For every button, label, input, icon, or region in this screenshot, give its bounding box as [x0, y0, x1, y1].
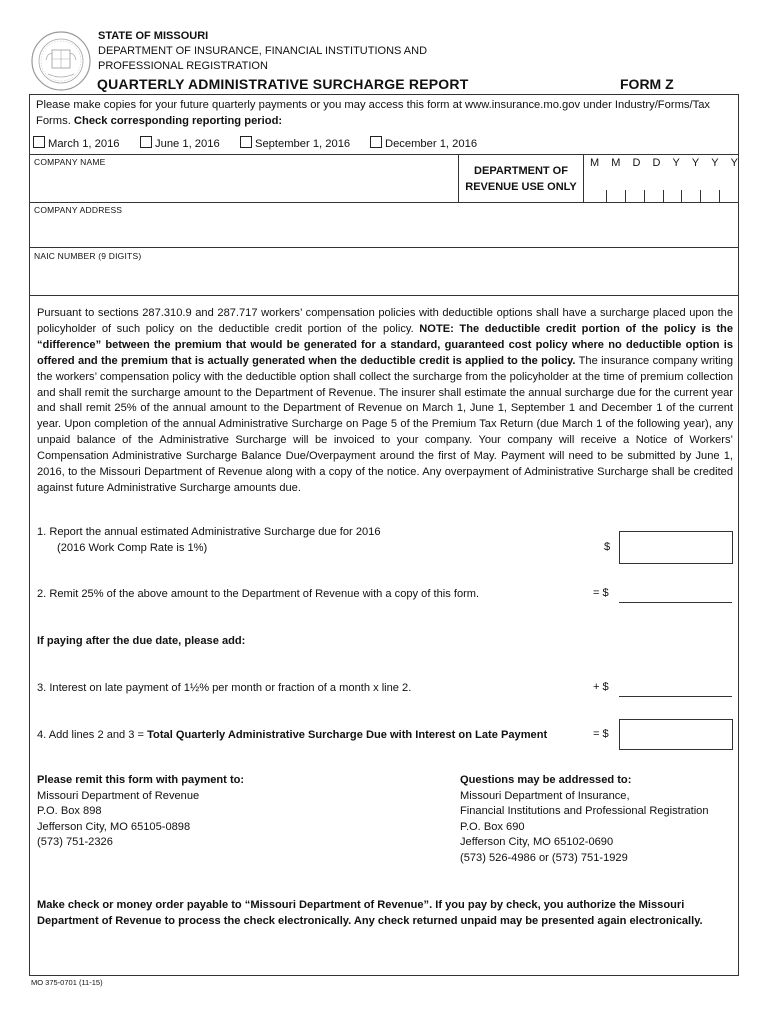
line-1-amount-field[interactable]: [619, 531, 733, 564]
date-entry-field[interactable]: [588, 190, 738, 202]
date-char: Y: [672, 157, 680, 169]
form-title: QUARTERLY ADMINISTRATIVE SURCHARGE REPORT: [97, 76, 469, 92]
line-1-symbol: $: [604, 541, 611, 553]
remit-heading: Please remit this form with payment to:: [37, 774, 245, 786]
line-3-symbol: + $: [593, 681, 609, 693]
line-2-symbol: = $: [593, 587, 609, 599]
period-label: December 1, 2016: [385, 138, 478, 150]
date-char: M: [611, 157, 621, 169]
checkbox[interactable]: [33, 136, 45, 148]
remit-line: P.O. Box 898: [37, 805, 102, 818]
questions-line: Jefferson City, MO 65102-0690: [460, 836, 614, 849]
date-char: Y: [730, 157, 738, 169]
period-december[interactable]: [370, 136, 477, 150]
company-name-field[interactable]: [34, 168, 454, 202]
department-line-2: PROFESSIONAL REGISTRATION: [98, 60, 268, 72]
checkbox[interactable]: [370, 136, 382, 148]
remit-line: (573) 751-2326: [37, 836, 113, 849]
remit-address: [37, 773, 244, 851]
naic-number-field[interactable]: [34, 262, 734, 292]
period-label: September 1, 2016: [255, 138, 351, 150]
remit-line: Missouri Department of Revenue: [37, 789, 200, 802]
statute-note: NOTE: The deductible credit portion of the policy is the “difference” between the premium that would be generated for a standard, guaranteed cost policy where no deductible option is offered and the premium that is actually generated when the deductible credit is applied to the policy.: [37, 322, 733, 367]
line-4-total-label: Total Quarterly Administrative Surcharge Due with Interest on Late Payment: [147, 729, 548, 741]
line-4-prefix: 4. Add lines 2 and 3 =: [37, 729, 148, 741]
date-char: M: [590, 157, 600, 169]
department-line-1: DEPARTMENT OF INSURANCE, FINANCIAL INSTITUTIONS AND: [98, 45, 428, 57]
period-september[interactable]: [240, 136, 350, 150]
dor-use-box: [458, 155, 584, 203]
statute-text: Pursuant to sections 287.310.9 and 287.717 workers’ compensation policies with deductible options shall have a surcharge placed upon the policyholder of such policy on the deductible credit portion of the policy.: [37, 307, 733, 335]
company-address-field[interactable]: [34, 216, 734, 246]
state-name: STATE OF MISSOURI: [98, 30, 209, 42]
date-char: Y: [711, 157, 719, 169]
company-name-label: COMPANY NAME: [34, 157, 106, 167]
questions-line: (573) 526-4986 or (573) 751-1929: [460, 851, 628, 864]
date-char: D: [652, 157, 661, 169]
date-char: D: [632, 157, 641, 169]
checkbox[interactable]: [140, 136, 152, 148]
intro-sentence: Please make copies for your future quarterly payments or you may access this form at www.insurance.mo.gov under Industry/Forms/Tax Forms.: [36, 99, 711, 127]
questions-heading: Questions may be addressed to:: [460, 774, 632, 786]
state-seal-icon: [30, 30, 92, 92]
naic-number-label: NAIC NUMBER (9 DIGITS): [34, 251, 142, 261]
company-address-label: COMPANY ADDRESS: [34, 205, 123, 215]
line-4-label: [37, 727, 547, 743]
dor-use-line-1: DEPARTMENT OF: [474, 165, 568, 177]
form-id: FORM Z: [620, 76, 674, 92]
divider: [29, 154, 739, 155]
line-1-label: 1. Report the annual estimated Administrative Surcharge due for 2016: [37, 526, 381, 538]
line-2-amount-field[interactable]: [619, 602, 732, 603]
statute-text-continued: The insurance company writing the workers’ compensation policy with the deductible option shall collect the surcharge from the policyholder at the time of premium collection and shall remit the surcharge amount to the Department of Revenue. The insurer shall estimate the annual surcharge due for the current year and shall remit 25% of the annual amount to the Department of Revenue on March 1, June 1, September 1 and December 1 of the current year. Upon completion of the annual Administrative Surcharge on Page 5 of the Premium Tax Return (due March 1 of the following year), any unpaid balance of the Administrative Surcharge will be invoiced to your company. Your company will receive a Notice of Workers’ Compensation Administrative Surcharge Balance Due/Overpayment around the first of May. Payment will need to be submitted by June 1, 2016, to the Missouri Department of Revenue along with a copy of the notice. Any overpayment of Administrative Surcharge shall be credited against future Administrative Surcharge amounts due.: [37, 354, 733, 494]
line-3-amount-field[interactable]: [619, 696, 732, 697]
questions-line: P.O. Box 690: [460, 820, 525, 833]
date-char: Y: [691, 157, 700, 169]
questions-line: Financial Institutions and Professional Registration: [460, 805, 709, 818]
period-june[interactable]: [140, 136, 220, 150]
divider: [29, 202, 739, 203]
line-1-rate: (2016 Work Comp Rate is 1%): [57, 542, 208, 554]
line-4-amount-field[interactable]: [619, 719, 733, 750]
line-2-label: 2. Remit 25% of the above amount to the Department of Revenue with a copy of this form.: [37, 588, 480, 600]
remit-line: Jefferson City, MO 65105-0898: [37, 820, 191, 833]
intro-text: [36, 97, 736, 129]
divider: [29, 247, 739, 248]
statute-paragraph: [37, 306, 733, 497]
checkbox[interactable]: [240, 136, 252, 148]
questions-line: Missouri Department of Insurance,: [460, 789, 630, 802]
questions-address: [460, 773, 709, 867]
period-march[interactable]: [33, 136, 120, 150]
date-format-header: [590, 157, 738, 169]
dor-use-line-2: REVENUE USE ONLY: [465, 181, 577, 193]
period-label: March 1, 2016: [48, 138, 120, 150]
payment-authorization-note: Make check or money order payable to “Missouri Department of Revenue”. If you pay by check, you authorize the Missouri Department of Revenue to process the check electronically. Any check returned unpaid may be presented again electronically.: [37, 899, 703, 927]
period-label: June 1, 2016: [155, 138, 220, 150]
intro-instruction: Check corresponding reporting period:: [73, 115, 283, 127]
form-number: MO 375-0701 (11-15): [31, 978, 103, 987]
divider: [29, 295, 739, 296]
line-3-label: 3. Interest on late payment of 1½% per month or fraction of a month x line 2.: [37, 682, 412, 694]
late-payment-heading: If paying after the due date, please add:: [37, 635, 246, 647]
line-4-symbol: = $: [593, 728, 609, 740]
